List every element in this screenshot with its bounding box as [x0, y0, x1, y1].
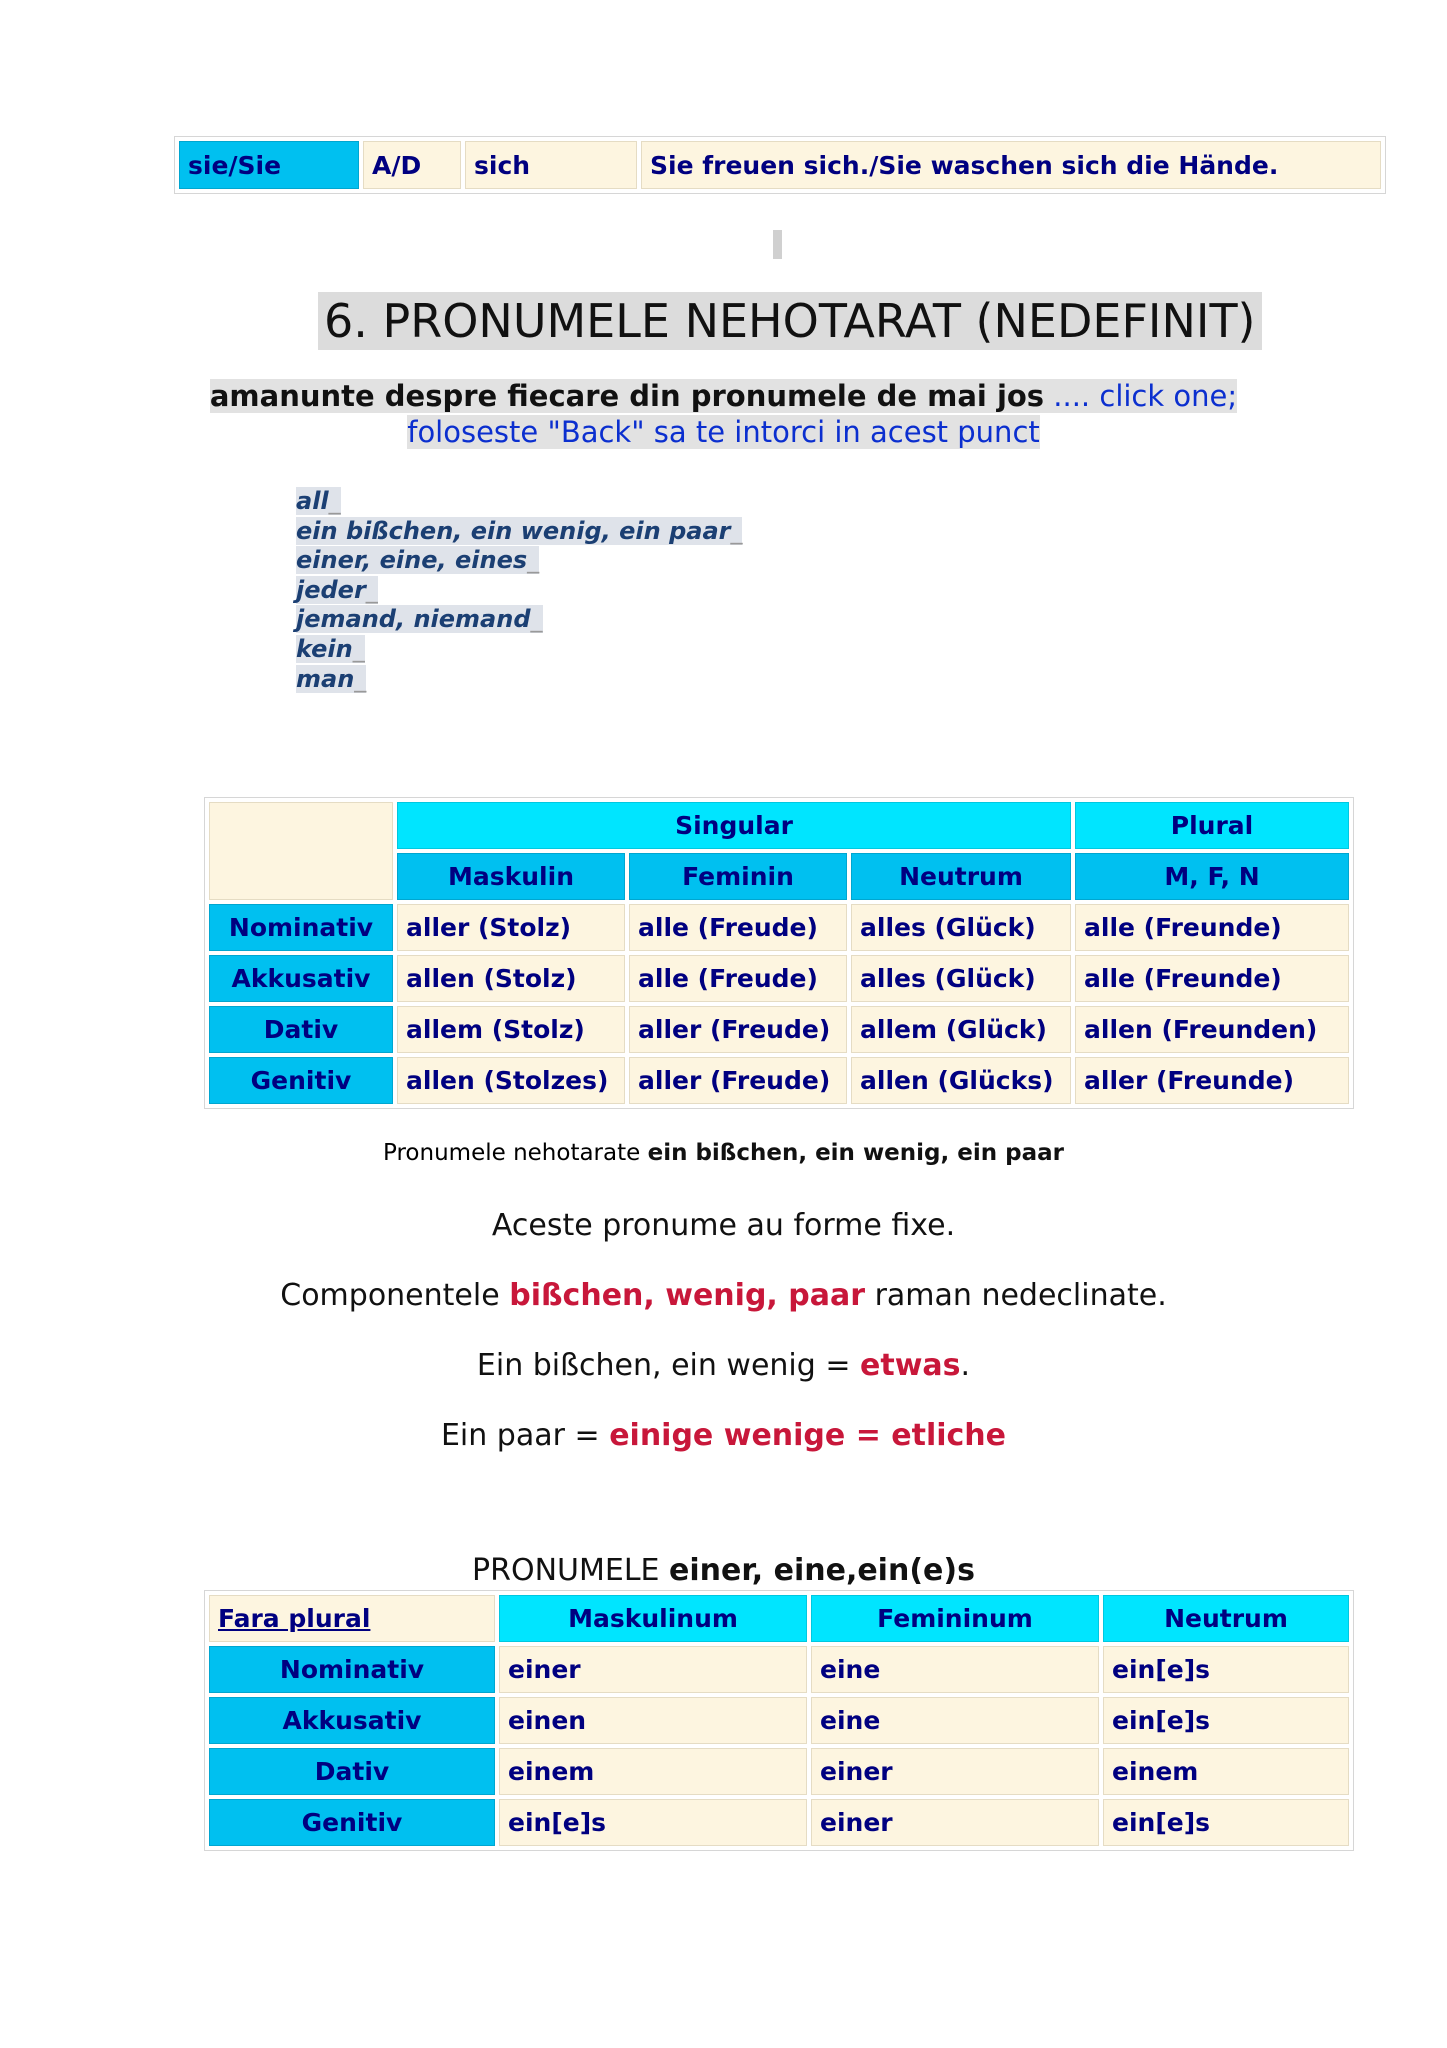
click-one-link[interactable]: .... click one;: [1053, 379, 1238, 413]
case-label: Nominativ: [209, 904, 393, 951]
section-title: 6. PRONUMELE NEHOTARAT (NEDEFINIT): [318, 292, 1262, 350]
table-row: [209, 955, 1349, 1002]
link-all[interactable]: all _: [296, 487, 341, 515]
back-hint-link[interactable]: foloseste "Back" sa te intorci in acest punct: [407, 415, 1040, 449]
list-item[interactable]: [296, 605, 742, 635]
link-einer[interactable]: einer, eine, eines _: [296, 546, 539, 574]
pronoun-link-list: [296, 487, 742, 694]
link-jeder[interactable]: jeder _: [296, 576, 378, 604]
table-row: [209, 1006, 1349, 1053]
link-jemand[interactable]: jemand, niemand _: [296, 605, 543, 633]
table-cell: einer: [811, 1799, 1099, 1846]
table-cell: einer: [499, 1646, 807, 1693]
einer-declension-table: [204, 1590, 1354, 1851]
table-cell: alle (Freude): [629, 904, 847, 951]
link-man[interactable]: man _: [296, 665, 366, 693]
table-cell: alles (Glück): [851, 955, 1071, 1002]
table-header-row: [209, 802, 1349, 849]
table-row: [209, 1057, 1349, 1104]
ein-line-3: Ein bißchen, ein wenig = etwas.: [476, 1348, 971, 1383]
reflexive-cell: sich: [465, 141, 637, 189]
list-item[interactable]: [296, 517, 742, 547]
case-label: Akkusativ: [209, 955, 393, 1002]
table-cell: eine: [811, 1697, 1099, 1744]
table-cell: allem (Glück): [851, 1006, 1071, 1053]
table-cell: alles (Glück): [851, 904, 1071, 951]
column-header: Maskulin: [397, 853, 625, 900]
corner-cell: [209, 1595, 495, 1642]
table-cell: einer: [811, 1748, 1099, 1795]
column-header: Feminin: [629, 853, 847, 900]
case-label: Genitiv: [209, 1799, 495, 1846]
ein-line-4: Ein paar = einige wenige = etliche: [440, 1418, 1007, 1453]
table-cell: ein[e]s: [1103, 1799, 1349, 1846]
case-label: Genitiv: [209, 1057, 393, 1104]
table-row: [209, 1697, 1349, 1744]
list-item[interactable]: [296, 635, 742, 665]
plural-header: Plural: [1075, 802, 1349, 849]
column-header: M, F, N: [1075, 853, 1349, 900]
table-cell: aller (Freunde): [1075, 1057, 1349, 1104]
einer-table-caption: PRONUMELE einer, eine,ein(e)s: [472, 1553, 975, 1588]
link-kein[interactable]: kein _: [296, 635, 365, 663]
table-cell: eine: [811, 1646, 1099, 1693]
table-cell: allen (Stolz): [397, 955, 625, 1002]
reflexive-table-fragment: [174, 136, 1386, 194]
table-cell: einem: [1103, 1748, 1349, 1795]
table-cell: alle (Freunde): [1075, 955, 1349, 1002]
table-row: [209, 904, 1349, 951]
case-label: Dativ: [209, 1006, 393, 1053]
table-cell: allen (Stolzes): [397, 1057, 625, 1104]
table-cell: ein[e]s: [1103, 1697, 1349, 1744]
all-declension-table: [204, 797, 1354, 1109]
list-item[interactable]: [296, 576, 742, 606]
table-cell: alle (Freude): [629, 955, 847, 1002]
list-item[interactable]: [296, 546, 742, 576]
table-cell: aller (Stolz): [397, 904, 625, 951]
intro-bold: amanunte despre fiecare din pronumele de mai jos: [209, 379, 1045, 413]
column-header: Maskulinum: [499, 1595, 807, 1642]
ein-section-caption: Pronumele nehotarate ein bißchen, ein wenig, ein paar: [383, 1140, 1064, 1166]
link-ein-bisschen[interactable]: ein bißchen, ein wenig, ein paar _: [296, 517, 742, 545]
case-label: Nominativ: [209, 1646, 495, 1693]
table-row: [209, 1799, 1349, 1846]
corner-cell: [209, 802, 393, 900]
table-cell: ein[e]s: [499, 1799, 807, 1846]
list-item[interactable]: [296, 487, 742, 517]
table-cell: ein[e]s: [1103, 1646, 1349, 1693]
column-header: Neutrum: [851, 853, 1071, 900]
table-cell: alle (Freunde): [1075, 904, 1349, 951]
pronoun-cell: sie/Sie: [179, 141, 359, 189]
case-label: Akkusativ: [209, 1697, 495, 1744]
table-cell: allen (Freunden): [1075, 1006, 1349, 1053]
table-cell: aller (Freude): [629, 1057, 847, 1104]
table-row: [179, 141, 1381, 189]
case-label: Dativ: [209, 1748, 495, 1795]
column-header: Neutrum: [1103, 1595, 1349, 1642]
table-header-row: [209, 1595, 1349, 1642]
intro-line-1: [0, 378, 1447, 414]
table-cell: einen: [499, 1697, 807, 1744]
table-row: [209, 1748, 1349, 1795]
intro-line-2: [0, 414, 1447, 450]
table-row: [209, 1646, 1349, 1693]
column-header: Femininum: [811, 1595, 1099, 1642]
fara-plural-link[interactable]: Fara plural: [218, 1604, 371, 1633]
table-cell: allen (Glücks): [851, 1057, 1071, 1104]
example-cell: Sie freuen sich./Sie waschen sich die Hände.: [641, 141, 1381, 189]
table-cell: allem (Stolz): [397, 1006, 625, 1053]
table-cell: einem: [499, 1748, 807, 1795]
table-cell: aller (Freude): [629, 1006, 847, 1053]
list-item[interactable]: [296, 665, 742, 695]
ein-line-1: Aceste pronume au forme fixe.: [491, 1208, 956, 1243]
ein-line-2: Componentele bißchen, wenig, paar raman nedeclinate.: [280, 1278, 1167, 1313]
case-cell: A/D: [363, 141, 461, 189]
singular-header: Singular: [397, 802, 1071, 849]
divider-marker: [773, 230, 782, 259]
